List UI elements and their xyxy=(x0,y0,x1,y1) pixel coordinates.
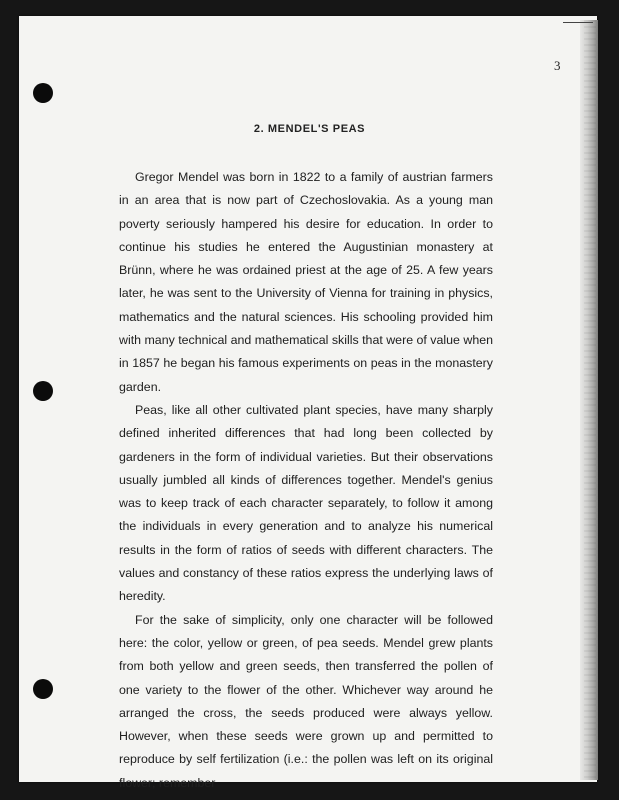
section-heading: 2. MENDEL'S PEAS xyxy=(253,123,366,135)
punch-hole-top xyxy=(33,83,53,103)
page-number: 3 xyxy=(554,58,561,73)
page-corner-mark xyxy=(563,22,593,23)
paragraph-2: Peas, like all other cultivated plant species, have many sharply defined inherited differences that had long been collected by gardeners in the form of individual varieties. But their observations usually jumbled all kinds of differences together. Mendel's genius was to keep track of each character separately, to follow it among the individuals in every generation and to analyze his numerical results in the form of ratios of seeds with different characters. The values and constancy of these ratios express the underlying laws of heredity. xyxy=(119,402,493,604)
punch-hole-middle xyxy=(33,381,53,401)
paragraph-3: For the sake of simplicity, only one character will be followed here: the color, yellow or green, of pea seeds. Mendel grew plants from both yellow and green seeds, then transferred the pollen of one variety to the flower of the other. Whichever way around he arranged the cross, the seeds produced were always yellow. However, when these seeds were grown up and permitted to reproduce by self fertilization (i.e.: the pollen was left on its original flower; remember xyxy=(119,612,493,790)
paragraph-1: Gregor Mendel was born in 1822 to a family of austrian farmers in an area that is now part of Czechoslovakia. As a young man poverty seriously hampered his desire for education. In order to continue his studies he entered the Augustinian monastery at Brünn, where he was ordained priest at the age of 25. A few years later, he was sent to the University of Vienna for training in physics, mathematics and the natural sciences. His schooling provided him with many technical and mathematical skills that were of value when in 1857 he began his famous experiments on peas in the monastery garden. xyxy=(119,170,493,394)
punch-hole-bottom xyxy=(33,679,53,699)
body-text xyxy=(119,166,493,795)
